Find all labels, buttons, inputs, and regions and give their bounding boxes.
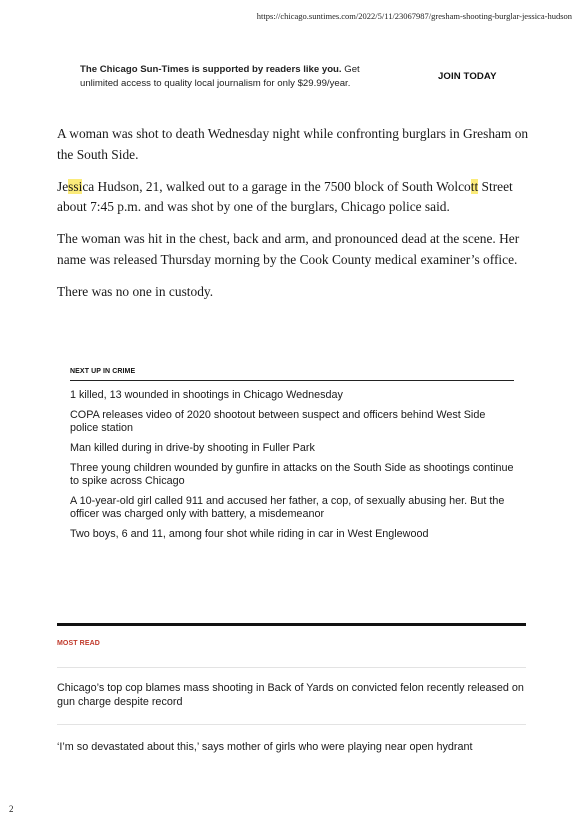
text-run: Je <box>57 178 69 194</box>
next-up-link[interactable]: COPA releases video of 2020 shootout between suspect and officers behind West Side police station <box>70 409 486 434</box>
article-paragraph: A woman was shot to death Wednesday night while confronting burglars in Gresham on the South Side. <box>57 126 529 162</box>
article-paragraph: The woman was hit in the chest, back and arm, and pronounced dead at the scene. Her name was released Thursday morning by the Cook County medical examiner’s office. <box>57 231 520 267</box>
text-run: ca Hudson, 21, walked out to a garage in the 7500 block of South Wolco <box>82 178 471 194</box>
next-up-label: NEXT UP IN CRIME <box>70 368 514 381</box>
article-paragraph <box>57 177 532 218</box>
subscription-promo <box>80 63 400 91</box>
next-up-link[interactable]: A 10-year-old girl called 911 and accused her father, a cop, of sexually abusing her. But the officer was charged only with battery, a misdemeanor <box>70 495 505 520</box>
most-read-link[interactable]: Chicago’s top cop blames mass shooting in Back of Yards on convicted felon recently released on gun charge despite record <box>57 682 524 708</box>
article-paragraph: There was no one in custody. <box>57 283 214 299</box>
most-read-section <box>57 623 526 755</box>
next-up-link[interactable]: Man killed during in drive-by shooting in Fuller Park <box>70 442 315 455</box>
promo-period: . <box>347 78 351 89</box>
next-up-section <box>70 368 514 548</box>
next-up-link[interactable]: Three young children wounded by gunfire in attacks on the South Side as shootings continue to spike across Chicago <box>70 462 514 487</box>
promo-text: Get unlimited access to quality local journalism for only <box>80 64 360 89</box>
most-read-label: MOST READ <box>57 640 100 647</box>
next-up-link[interactable]: Two boys, 6 and 11, among four shot while riding in car in West Englewood <box>70 527 429 540</box>
search-highlight: ssi <box>68 178 83 194</box>
divider <box>57 724 526 725</box>
next-up-list <box>70 389 514 540</box>
promo-headline: The Chicago Sun-Times is supported by readers like you. <box>80 64 342 75</box>
page-number: 2 <box>9 804 14 814</box>
article-body <box>57 124 532 314</box>
page-url: https://chicago.suntimes.com/2022/5/11/23067987/gresham-shooting-burglar-jessica-hudson <box>256 11 572 21</box>
most-read-link[interactable]: ‘I’m so devastated about this,’ says mother of girls who were playing near open hydrant <box>57 741 473 753</box>
search-highlight: tt <box>470 178 479 194</box>
divider <box>57 667 526 668</box>
promo-price: $29.99/year <box>297 78 348 89</box>
next-up-link[interactable]: 1 killed, 13 wounded in shootings in Chicago Wednesday <box>70 389 343 401</box>
text-run: Street about 7:45 p.m. and was shot by one of the burglars, Chicago police said. <box>57 178 513 214</box>
join-today-button[interactable]: JOIN TODAY <box>438 71 497 82</box>
